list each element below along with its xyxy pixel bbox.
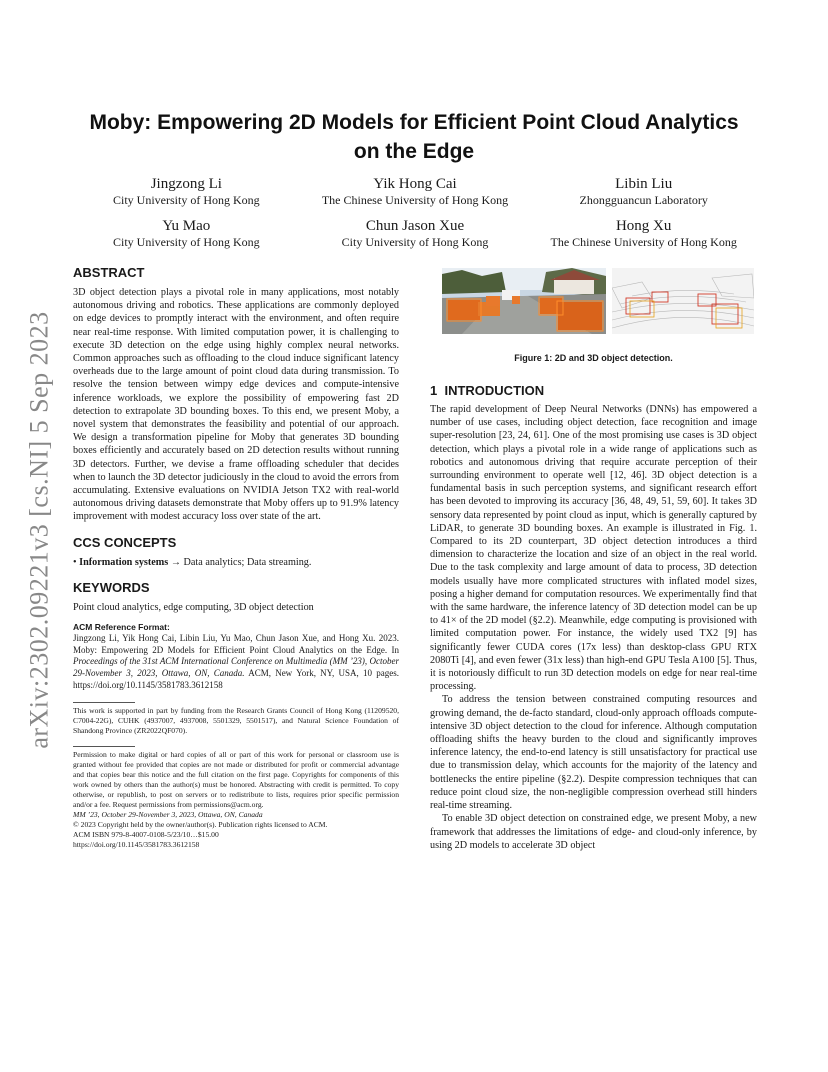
intro-paragraph-2: To address the tension between constrained computing resources and growing demand, the de-facto standard, cloud-only approach offloads compute-intensive 3D object detection to the cloud for inference. Although computation offloading shifts the heavy burden to the cloud and significantly improves inference latency, the end-to-end latency is still unsatisfactory for practical use due to transmission delay, which accounts for the majority of the latency and bottlenecks the entire pipeline (§2.2). Despite compression techniques that can reduce point cloud size, the non-negligible compression overhead still hinders real-time streaming. [430,694,757,812]
section-title: INTRODUCTION [444,383,545,398]
isbn-line: ACM ISBN 979-8-4007-0108-5/23/10…$15.00 [73,829,219,839]
author [529,217,758,250]
figure-caption: Figure 1: 2D and 3D object detection. [514,353,673,363]
acm-ref-part-2: ACM, New York, NY, USA, 10 pages. https://doi.org/10.1145/3581783.3612158 [73,668,399,691]
ccs-concepts [73,556,399,569]
author-affiliation: City University of Hong Kong [341,235,489,249]
abstract-heading: ABSTRACT [73,265,145,280]
intro-paragraph-3: To enable 3D object detection on constrained edge, we present Moby, a new framework that addresses the limitations of edge- and cloud-only inference, by using 2D models to accelerate 3D object [430,813,757,851]
intro-heading [430,382,757,400]
conference-line [73,810,399,820]
ccs-separator: ; [241,556,245,568]
acm-ref-heading: ACM Reference Format: [73,621,170,632]
figure-1 [438,268,757,338]
3d-point-cloud-image [612,268,754,334]
copyright-line: © 2023 Copyright held by the owner/author(s). Publication rights licensed to ACM. [73,819,328,829]
author-affiliation: Zhongguancun Laboratory [579,193,708,207]
author-affiliation: City University of Hong Kong [113,193,260,207]
author-affiliation: The Chinese University of Hong Kong [321,193,509,207]
acm-ref-venue: Proceedings of the 31st ACM International Conference on Multimedia (MM ’23), October 29-November 3, 2023, Ottawa, ON, Canada. [73,656,399,679]
author [529,175,758,208]
author-affiliation: City University of Hong Kong [113,235,260,249]
arxiv-identifier [20,300,60,760]
paper-title [60,108,768,166]
title-line-1: Moby: Empowering 2D Models for Efficient Point Cloud Analytics [89,111,739,134]
author-row [72,217,758,250]
left-column [73,264,399,850]
doi-line: https://doi.org/10.1145/3581783.3612158 [73,839,200,849]
arxiv-id-text: arXiv:2302.09221v3 [cs.NI] 5 Sep 2023 [25,311,54,749]
ccs-end: . [308,556,312,568]
author-name: Yu Mao [162,218,211,234]
ccs-concept-3: Data streaming [246,556,309,568]
funding-note: This work is supported in part by funding from the Research Grants Council of Hong Kong (11209520, C7004-22G), CUHK (4937007, 4937008, 5501329, 5501517), and Natural Science Foundation of Shandong Province (ZR2022QF070). [73,705,399,735]
conference-text: MM ’23, October 29-November 3, 2023, Ottawa, ON, Canada [73,809,263,819]
ccs-arrow: → [170,556,181,568]
author [72,217,301,250]
title-line-2: on the Edge [353,140,475,163]
acm-ref-part-1: Jingzong Li, Yik Hong Cai, Libin Liu, Yu Mao, Chun Jason Xue, and Hong Xu. 2023. Moby: Empowering 2D Models for Efficient Point Cloud Analytics on the Edge. In [73,632,399,655]
author-name: Chun Jason Xue [365,218,465,234]
author-affiliation: The Chinese University of Hong Kong [550,235,737,249]
intro-paragraph-1: The rapid development of Deep Neural Networks (DNNs) has empowered a number of use cases, including object detection, face recognition and image super-resolution [23, 24, 61]. One of the most promising use cases is 3D object detection, which plays a pivotal role in a wide range of applications such as robotics and autonomous driving that require accurate perception of their surrounding environment to operate well [12, 46]. 3D object detection is a fundamental basis in such perception systems, and significant research effort has been devoted to improving its accuracy [36, 48, 49, 51, 59, 60]. It takes 3D sensory data represented by point cloud as input, which is generally captured by LiDAR, to generate 3D bounding boxes. An example is illustrated in Fig. 1. Compared to its 2D counterpart, 3D object detection introduces a third dimension to characterize the location and size of an object in the real world. Due to the task complexity and large amount of data to process, 3D detection models usually have more complicated structures with inflated model sizes, posing a higher demand for computation resources. We experimentally find that with the same hardware, the inference latency of 3D detection model can be up to 41× of the 2D model (§2.2). Meanwhile, edge computing is provisioned with limited computation power. For instance, the widely used TX2 [9] has significantly fewer CUDA cores (17x less) than desktop-class GPU RTX 2080Ti [4], and even fewer (31x less) than high-end GPU Tesla A100 [5]. Thus, it is notoriously difficult to run 3D detection models on edge for near real-time processing. [430,404,757,693]
footnote-rule [73,702,135,703]
ccs-heading: CCS CONCEPTS [73,534,177,550]
ccs-concept-1: Information systems [79,556,169,568]
ccs-concept-2: Data analytics [183,556,242,568]
acm-reference [73,633,399,692]
section-number: 1 [430,383,438,398]
ccs-bullet: • [73,556,77,568]
author-name: Yik Hong Cai [373,176,457,192]
author [301,175,530,208]
permission-rule [73,746,135,747]
2d-detection-image [442,268,606,334]
author [72,175,301,208]
author-name: Jingzong Li [150,176,222,192]
permission-note: Permission to make digital or hard copies of all or part of this work for personal or classroom use is granted without fee provided that copies are not made or distributed for profit or commercial advantage and that copies bear this notice and the full citation on the first page. Copyrights for components of this work owned by others than the author(s) must be honored. Abstracting with credit is permitted. To copy otherwise, or republish, to post on servers or to redistribute to lists, requires prior specific permission and/or a fee. Request permissions from permissions@acm.org. [73,749,399,809]
author-block [72,175,758,259]
author-name: Hong Xu [615,218,672,234]
author-name: Libin Liu [615,176,673,192]
author [301,217,530,250]
keywords-text: Point cloud analytics, edge computing, 3D object detection [73,601,314,613]
keywords-heading: KEYWORDS [73,579,150,595]
abstract-text: 3D object detection plays a pivotal role in many applications, most notably autonomous driving and robotics. These applications are commonly deployed on edge devices to promptly interact with the environment, and often require near real-time response. With limited computation power, it is challenging to execute 3D detection on the edge using highly complex neural networks. Common approaches such as offloading to the cloud induce significant latency overheads due to the large amount of point cloud data during transmission. To resolve the tension between wimpy edge devices and compute-intensive inference workloads, we explore the possibility of empowering fast 2D detection to extrapolate 3D bounding boxes. To this end, we present Moby, a novel system that demonstrates the feasibility and potential of our approach. We design a transformation pipeline for Moby that generates 3D bounding boxes efficiently and accurately based on 2D detection results without running 3D detectors. Further, we devise a frame offloading scheduler that decides when to launch the 3D detector judiciously in the cloud to avoid the errors from accumulating. Extensive evaluations on NVIDIA Jetson TX2 with real-world autonomous driving datasets demonstrate that Moby offers up to 91.9% latency improvement with modest accuracy loss over state of the art. [73,287,399,523]
right-column [430,268,757,852]
author-row [72,175,758,208]
